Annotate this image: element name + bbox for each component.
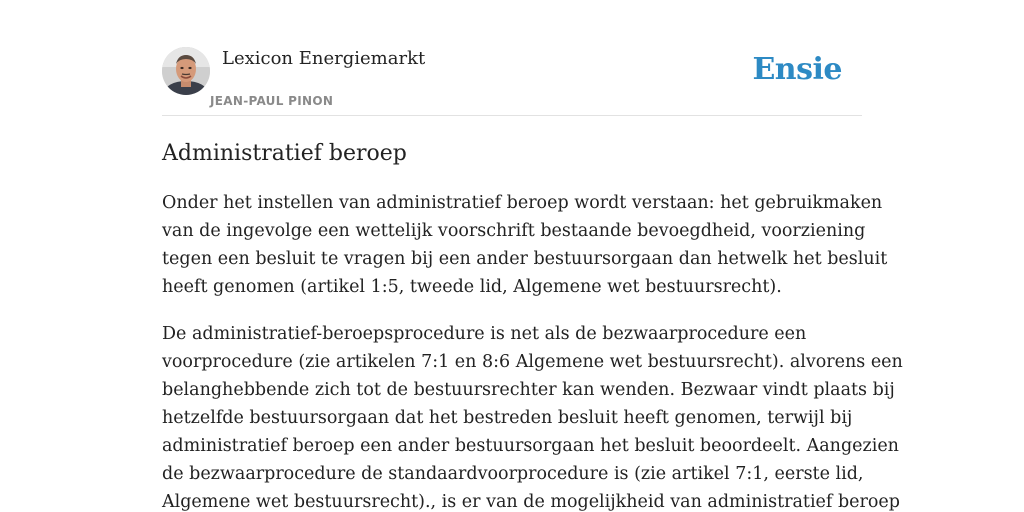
paragraph-line: heeft genomen (artikel 1:5, tweede lid, Algemene wet bestuursrecht). xyxy=(162,277,782,297)
article-title: Administratief beroep xyxy=(162,141,407,166)
paragraph-line: hetzelfde bestuursorgaan dat het bestreden besluit heeft genomen, terwijl bij xyxy=(162,408,853,428)
article-paragraph xyxy=(162,189,888,301)
author-name[interactable]: JEAN-PAUL PINON xyxy=(210,94,334,108)
avatar-portrait xyxy=(162,47,210,95)
header xyxy=(162,45,862,116)
paragraph-line: van de ingevolge een wettelijk voorschrift bestaande bevoegdheid, voorziening xyxy=(162,221,866,241)
paragraph-line: belanghebbende zich tot de bestuursrechter kan wenden. Bezwaar vindt plaats bij xyxy=(162,380,895,400)
paragraph-line: voorprocedure (zie artikelen 7:1 en 8:6 Algemene wet bestuursrecht). alvorens een xyxy=(162,352,903,372)
paragraph-line: administratief beroep een ander bestuursorgaan het besluit beoordeelt. Aangezien xyxy=(162,436,899,456)
paragraph-line: De administratief-beroepsprocedure is net als de bezwaarprocedure een xyxy=(162,324,807,344)
article-content xyxy=(162,138,903,512)
paragraph-line: tegen een besluit te vragen bij een ander bestuursorgaan dan hetwelk het besluit xyxy=(162,249,888,269)
paragraph-line: Onder het instellen van administratief beroep wordt verstaan: het gebruikmaken xyxy=(162,193,883,213)
article-paragraph xyxy=(162,320,903,512)
brand-logo[interactable]: Ensie xyxy=(752,52,842,87)
author-avatar[interactable] xyxy=(162,47,210,95)
book-title[interactable]: Lexicon Energiemarkt xyxy=(222,48,426,69)
paragraph-line: de bezwaarprocedure de standaardvoorprocedure is (zie artikel 7:1, eerste lid, xyxy=(162,464,864,484)
paragraph-line: Algemene wet bestuursrecht)., is er van de mogelijkheid van administratief beroep xyxy=(162,492,900,512)
